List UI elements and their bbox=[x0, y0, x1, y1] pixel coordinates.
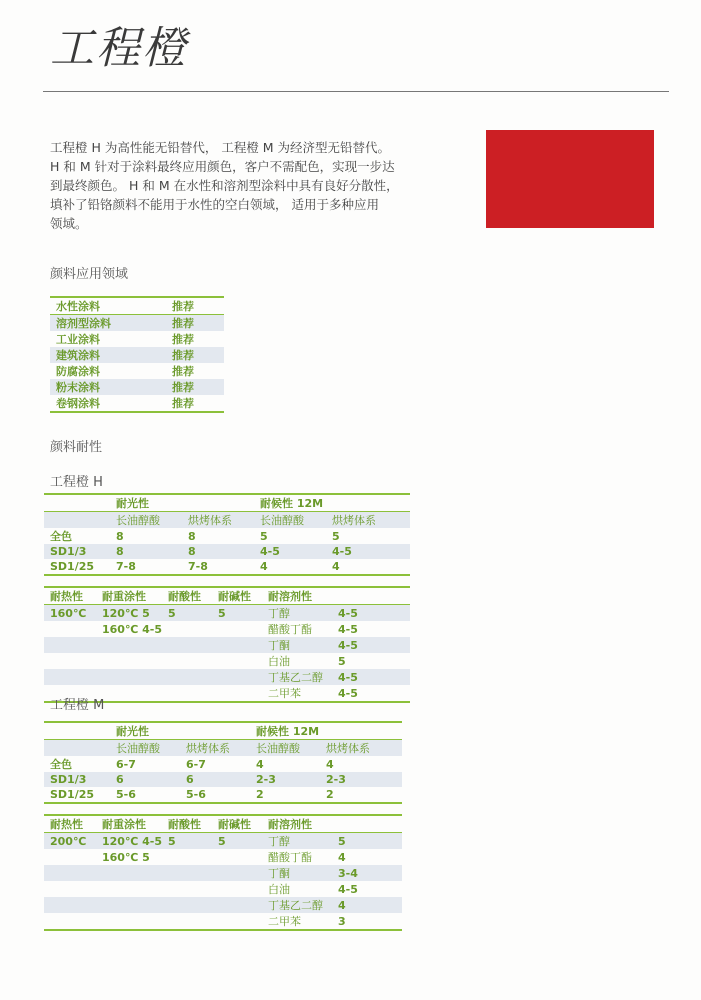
area-cell: 粉末涂料 bbox=[56, 381, 100, 394]
rating-cell: 推荐 bbox=[172, 300, 194, 313]
value-cell: 6-7 bbox=[186, 757, 206, 771]
subheader-cell: 烘烤体系 bbox=[188, 514, 232, 527]
solvent-value: 5 bbox=[337, 654, 346, 668]
subheader-cell: 烘烤体系 bbox=[332, 514, 376, 527]
value-cell: 8 bbox=[116, 545, 124, 558]
table-row bbox=[44, 621, 410, 637]
applications-table bbox=[50, 296, 224, 413]
header-cell: 耐热性 bbox=[50, 590, 83, 603]
header-row bbox=[44, 722, 402, 740]
row-label: SD1/3 bbox=[50, 773, 87, 786]
table-row bbox=[44, 528, 410, 544]
area-cell: 卷钢涂料 bbox=[56, 397, 100, 410]
area-cell: 建筑涂料 bbox=[56, 349, 100, 362]
table-row bbox=[44, 772, 402, 787]
table-row bbox=[44, 881, 402, 897]
heat-cell: 160℃ bbox=[50, 606, 87, 620]
row-label: SD1/25 bbox=[50, 560, 95, 573]
area-cell: 防腐涂料 bbox=[56, 365, 100, 378]
solvent-name: 丁酮 bbox=[267, 867, 290, 880]
rating-cell: 推荐 bbox=[172, 317, 194, 330]
intro-line: 工程橙 H 为高性能无铅替代， 工程橙 M 为经济型无铅替代。 bbox=[50, 140, 391, 155]
recoat-cell: 120℃ 4-5 bbox=[102, 834, 162, 848]
product-m-heading: 工程橙 M bbox=[50, 698, 105, 713]
rating-cell: 推荐 bbox=[172, 381, 194, 394]
alkali-cell: 5 bbox=[217, 834, 226, 848]
value-cell: 5 bbox=[260, 529, 268, 543]
area-cell: 工业涂料 bbox=[56, 333, 100, 346]
rating-cell: 推荐 bbox=[172, 349, 194, 362]
solvent-value: 4-5 bbox=[337, 606, 358, 620]
solvent-name: 二甲苯 bbox=[267, 915, 301, 928]
product-h-fastness-table bbox=[44, 493, 410, 576]
table-row bbox=[44, 833, 402, 850]
value-cell: 5 bbox=[332, 529, 340, 543]
applications-heading: 颜料应用领域 bbox=[50, 267, 129, 282]
solvent-value: 4-5 bbox=[337, 882, 358, 896]
table-row bbox=[44, 637, 410, 653]
table-row bbox=[44, 913, 402, 930]
header-cell: 耐酸性 bbox=[167, 818, 201, 831]
table-row bbox=[50, 363, 224, 379]
solvent-name: 白油 bbox=[267, 655, 290, 668]
subheader-cell: 长油醇酸 bbox=[256, 742, 300, 755]
intro-line: 到最终颜色。 H 和 M 在水性和溶剂型涂料中具有良好分散性， bbox=[50, 178, 399, 193]
title-divider bbox=[43, 91, 669, 92]
value-cell: 4 bbox=[256, 757, 264, 771]
solvent-name: 丁醇 bbox=[267, 835, 290, 848]
product-m-fastness-table bbox=[44, 721, 402, 804]
value-cell: 6 bbox=[186, 773, 194, 786]
solvent-value: 4-5 bbox=[337, 686, 358, 700]
header-row bbox=[44, 815, 402, 833]
solvent-name: 白油 bbox=[267, 883, 290, 896]
intro-line: 领域。 bbox=[50, 216, 88, 231]
solvent-name: 二甲苯 bbox=[267, 687, 301, 700]
intro-line: 填补了铅铬颜料不能用于水性的空白领域， 适用于多种应用 bbox=[50, 197, 379, 212]
solvent-value: 4-5 bbox=[337, 638, 358, 652]
intro-paragraph bbox=[50, 138, 420, 233]
subheader-cell: 长油醇酸 bbox=[116, 742, 160, 755]
value-cell: 5-6 bbox=[186, 788, 206, 801]
rating-cell: 推荐 bbox=[172, 365, 194, 378]
header-cell: 耐热性 bbox=[50, 818, 83, 831]
solvent-value: 5 bbox=[337, 834, 346, 848]
area-cell: 溶剂型涂料 bbox=[56, 317, 111, 330]
solvent-value: 3-4 bbox=[337, 866, 358, 880]
solvent-value: 4 bbox=[337, 850, 346, 864]
table-row bbox=[50, 395, 224, 412]
solvent-value: 4-5 bbox=[337, 622, 358, 636]
table-row bbox=[44, 605, 410, 622]
fastness-heading: 颜料耐性 bbox=[50, 440, 103, 455]
product-h-heading: 工程橙 H bbox=[50, 475, 103, 490]
header-cell: 耐溶剂性 bbox=[267, 590, 312, 603]
header-row bbox=[44, 494, 410, 512]
solvent-name: 丁基乙二醇 bbox=[267, 671, 323, 684]
rating-cell: 推荐 bbox=[172, 397, 194, 410]
row-label: 全色 bbox=[50, 530, 72, 543]
weather-header: 耐候性 12M bbox=[256, 725, 320, 738]
solvent-name: 丁醇 bbox=[267, 607, 290, 620]
area-cell: 水性涂料 bbox=[56, 300, 100, 313]
header-row bbox=[44, 587, 410, 605]
product-m-resistance-table bbox=[44, 814, 402, 931]
subheader-row bbox=[44, 740, 402, 757]
value-cell: 4 bbox=[260, 560, 268, 573]
header-cell: 耐重涂性 bbox=[102, 818, 146, 831]
acid-cell: 5 bbox=[167, 606, 176, 620]
alkali-cell: 5 bbox=[217, 606, 226, 620]
intro-line: H 和 M 针对于涂料最终应用颜色，客户不需配色，实现一步达 bbox=[50, 159, 395, 174]
value-cell: 4-5 bbox=[260, 545, 280, 558]
subheader-cell: 烘烤体系 bbox=[326, 742, 370, 755]
value-cell: 2-3 bbox=[326, 773, 346, 786]
page-title: 工程橙 bbox=[50, 23, 188, 74]
recoat-cell: 160℃ 4-5 bbox=[102, 622, 162, 636]
value-cell: 4 bbox=[332, 560, 340, 573]
value-cell: 5-6 bbox=[116, 788, 136, 801]
table-row bbox=[50, 347, 224, 363]
header-cell: 耐碱性 bbox=[217, 818, 251, 831]
table-row bbox=[50, 315, 224, 332]
header-cell: 耐酸性 bbox=[167, 590, 201, 603]
table-row bbox=[50, 297, 224, 315]
header-cell: 耐溶剂性 bbox=[267, 818, 312, 831]
light-header: 耐光性 bbox=[116, 497, 149, 510]
weather-header: 耐候性 12M bbox=[260, 497, 324, 510]
acid-cell: 5 bbox=[167, 834, 176, 848]
value-cell: 7-8 bbox=[188, 560, 208, 573]
recoat-cell: 120℃ 5 bbox=[102, 606, 150, 620]
header-cell: 耐碱性 bbox=[217, 590, 251, 603]
table-row bbox=[44, 897, 402, 913]
recoat-cell: 160℃ 5 bbox=[102, 850, 150, 864]
value-cell: 8 bbox=[116, 529, 124, 543]
row-label: SD1/25 bbox=[50, 788, 95, 801]
solvent-value: 4-5 bbox=[337, 670, 358, 684]
table-row bbox=[44, 849, 402, 865]
value-cell: 7-8 bbox=[116, 560, 136, 573]
table-row bbox=[44, 669, 410, 685]
table-row bbox=[44, 756, 402, 772]
solvent-name: 醋酸丁酯 bbox=[267, 851, 312, 864]
table-row bbox=[50, 379, 224, 395]
value-cell: 2-3 bbox=[256, 773, 276, 786]
table-row bbox=[44, 787, 402, 803]
value-cell: 4-5 bbox=[332, 545, 352, 558]
rating-cell: 推荐 bbox=[172, 333, 194, 346]
subheader-cell: 长油醇酸 bbox=[116, 514, 160, 527]
table-row bbox=[44, 653, 410, 669]
subheader-row bbox=[44, 512, 410, 529]
header-cell: 耐重涂性 bbox=[102, 590, 146, 603]
value-cell: 6 bbox=[116, 773, 124, 786]
color-swatch bbox=[486, 130, 654, 228]
solvent-name: 丁酮 bbox=[267, 639, 290, 652]
light-header: 耐光性 bbox=[116, 725, 149, 738]
row-label: 全色 bbox=[50, 758, 72, 771]
value-cell: 4 bbox=[326, 757, 334, 771]
value-cell: 2 bbox=[256, 788, 264, 801]
row-label: SD1/3 bbox=[50, 545, 87, 558]
table-row bbox=[50, 331, 224, 347]
value-cell: 8 bbox=[188, 529, 196, 543]
subheader-cell: 烘烤体系 bbox=[186, 742, 230, 755]
product-h-resistance-table bbox=[44, 586, 410, 703]
solvent-value: 3 bbox=[337, 914, 346, 928]
table-row bbox=[44, 544, 410, 559]
table-row bbox=[44, 865, 402, 881]
heat-cell: 200℃ bbox=[50, 834, 87, 848]
solvent-name: 醋酸丁酯 bbox=[267, 623, 312, 636]
value-cell: 2 bbox=[326, 788, 334, 801]
value-cell: 8 bbox=[188, 545, 196, 558]
value-cell: 6-7 bbox=[116, 757, 136, 771]
solvent-name: 丁基乙二醇 bbox=[267, 899, 323, 912]
solvent-value: 4 bbox=[337, 898, 346, 912]
table-row bbox=[44, 559, 410, 575]
subheader-cell: 长油醇酸 bbox=[260, 514, 304, 527]
